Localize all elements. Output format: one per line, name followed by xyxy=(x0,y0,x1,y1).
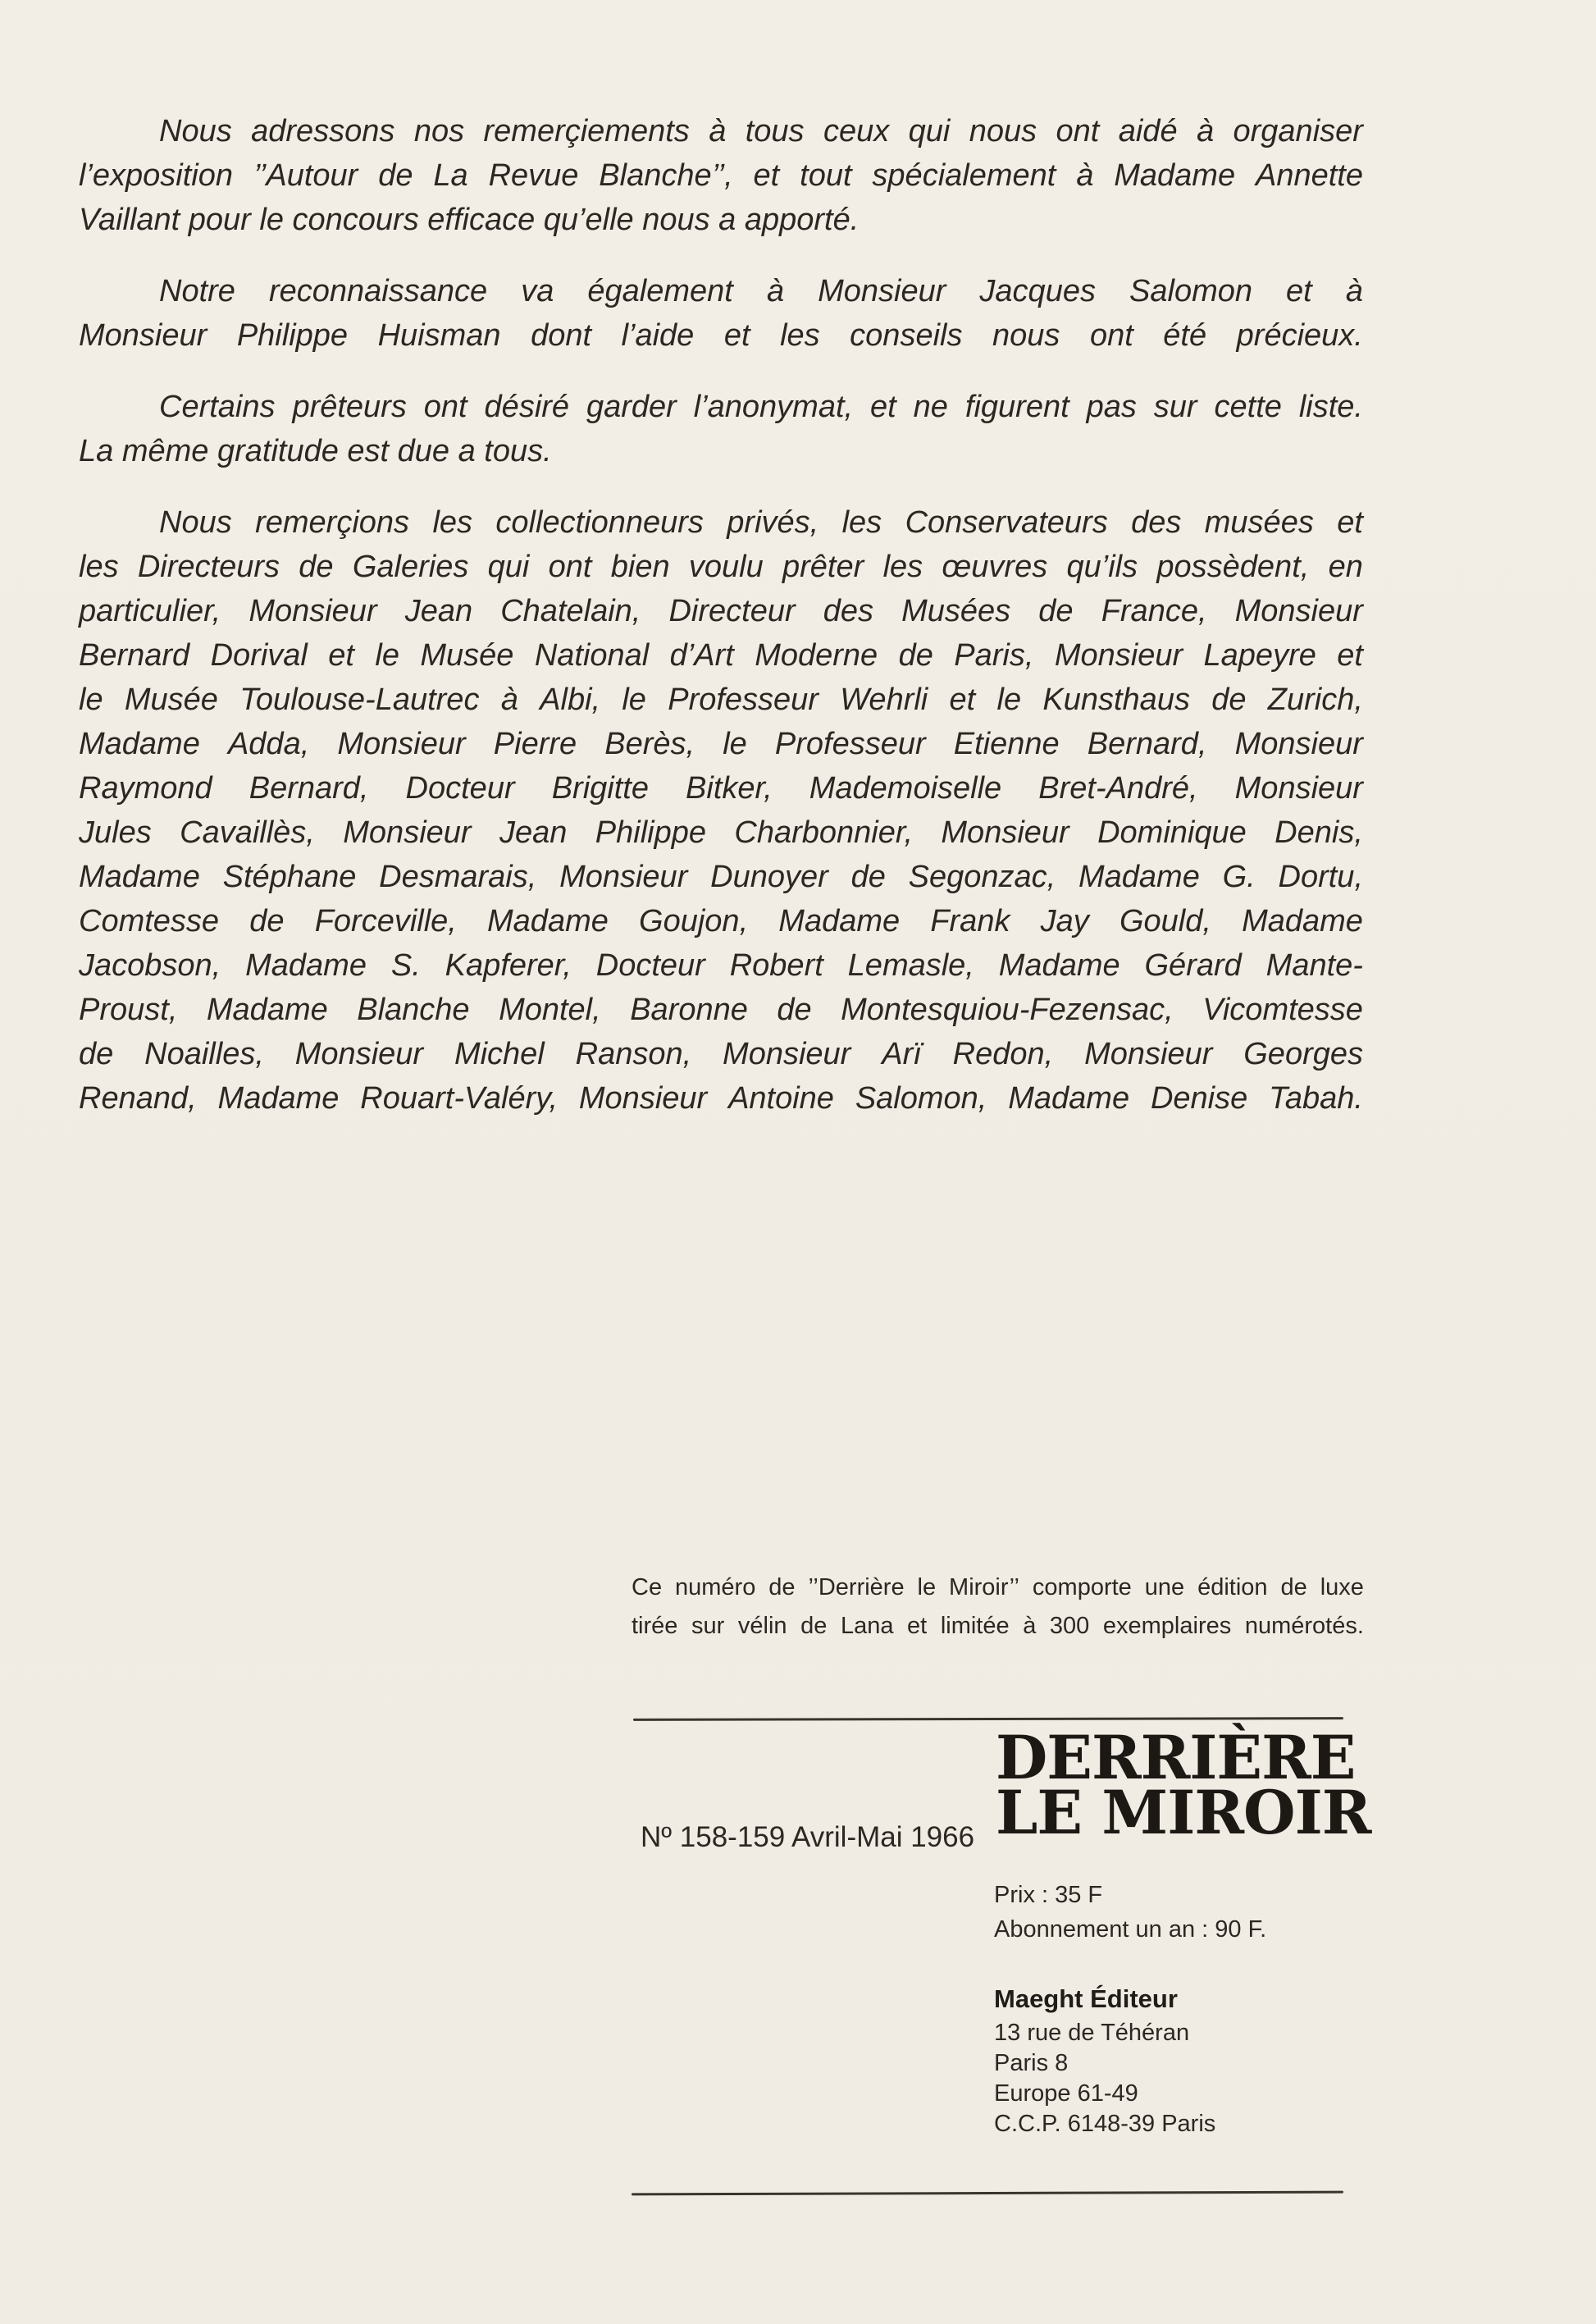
text-line: Jules Cavaillès, Monsieur Jean Philippe Charbonnier, Monsieur Dominique Denis, xyxy=(79,815,1363,850)
issue-number: Nº 158-159 Avril-Mai 1966 xyxy=(641,1821,975,1853)
text-line: Madame Stéphane Desmarais, Monsieur Dunoyer de Segonzac, Madame G. Dortu, xyxy=(79,860,1363,894)
price: Prix : 35 F xyxy=(994,1882,1103,1908)
divider-top xyxy=(633,1717,1343,1721)
paragraph-1 xyxy=(79,109,1363,242)
text-line: de Noailles, Monsieur Michel Ranson, Monsieur Arï Redon, Monsieur Georges xyxy=(79,1037,1363,1071)
acknowledgements-text xyxy=(79,109,1363,1148)
text-line: Nous remerçions les collectionneurs privés, les Conservateurs des musées et xyxy=(159,505,1363,540)
text-line: Madame Adda, Monsieur Pierre Berès, le Professeur Etienne Bernard, Monsieur xyxy=(79,727,1363,761)
magazine-logo xyxy=(996,1723,1371,1848)
address-line: Paris 8 xyxy=(994,2050,1069,2076)
text-line: les Directeurs de Galeries qui ont bien voulu prêter les œuvres qu’ils possèdent, en xyxy=(79,550,1363,584)
logo-line-2: LE MIROIR xyxy=(996,1778,1371,1848)
paragraph-3 xyxy=(79,385,1363,473)
text-line: tirée sur vélin de Lana et limitée à 300 exemplaires numérotés. xyxy=(632,1613,1364,1639)
text-line: Vaillant pour le concours efficace qu’elle nous a apporté. xyxy=(79,203,860,237)
text-line: Ce numéro de ’’Derrière le Miroir’’ comporte une édition de luxe xyxy=(632,1574,1364,1600)
text-line: le Musée Toulouse-Lautrec à Albi, le Professeur Wehrli et le Kunsthaus de Zurich, xyxy=(79,683,1363,717)
text-line: Renand, Madame Rouart-Valéry, Monsieur Antoine Salomon, Madame Denise Tabah. xyxy=(79,1081,1363,1116)
paragraph-4 xyxy=(79,500,1363,1121)
text-line: Monsieur Philippe Huisman dont l’aide et les conseils nous ont été précieux. xyxy=(79,318,1363,353)
text-line: Jacobson, Madame S. Kapferer, Docteur Robert Lemasle, Madame Gérard Mante- xyxy=(79,948,1363,983)
text-line: Notre reconnaissance va également à Monsieur Jacques Salomon et à xyxy=(159,274,1363,308)
text-line: l’exposition ’’Autour de La Revue Blanche’’, et tout spécialement à Madame Annette xyxy=(79,158,1363,193)
text-line: Proust, Madame Blanche Montel, Baronne de Montesquiou-Fezensac, Vicomtesse xyxy=(79,993,1363,1027)
text-line: Bernard Dorival et le Musée National d’Art Moderne de Paris, Monsieur Lapeyre et xyxy=(79,638,1363,673)
text-line: Comtesse de Forceville, Madame Goujon, Madame Frank Jay Gould, Madame xyxy=(79,904,1363,938)
paragraph-2 xyxy=(79,269,1363,358)
text-line: La même gratitude est due a tous. xyxy=(79,434,552,468)
text-line: particulier, Monsieur Jean Chatelain, Directeur des Musées de France, Monsieur xyxy=(79,594,1363,628)
logo-line-1: DERRIÈRE xyxy=(996,1723,1356,1793)
text-line: Raymond Bernard, Docteur Brigitte Bitker, Mademoiselle Bret-André, Monsieur xyxy=(79,771,1363,806)
edition-note xyxy=(632,1568,1364,1646)
address-line: C.C.P. 6148-39 Paris xyxy=(994,2111,1216,2137)
text-line: Certains prêteurs ont désiré garder l’anonymat, et ne figurent pas sur cette liste. xyxy=(159,390,1363,424)
divider-bottom xyxy=(632,2191,1343,2196)
text-line: Nous adressons nos remerçiements à tous ceux qui nous ont aidé à organiser xyxy=(159,114,1363,148)
address-line: 13 rue de Téhéran xyxy=(994,2020,1190,2046)
address-line: Europe 61-49 xyxy=(994,2080,1138,2107)
publisher-address xyxy=(994,2018,1215,2139)
publisher-name: Maeght Éditeur xyxy=(994,1984,1178,2013)
subscription: Abonnement un an : 90 F. xyxy=(994,1916,1267,1943)
